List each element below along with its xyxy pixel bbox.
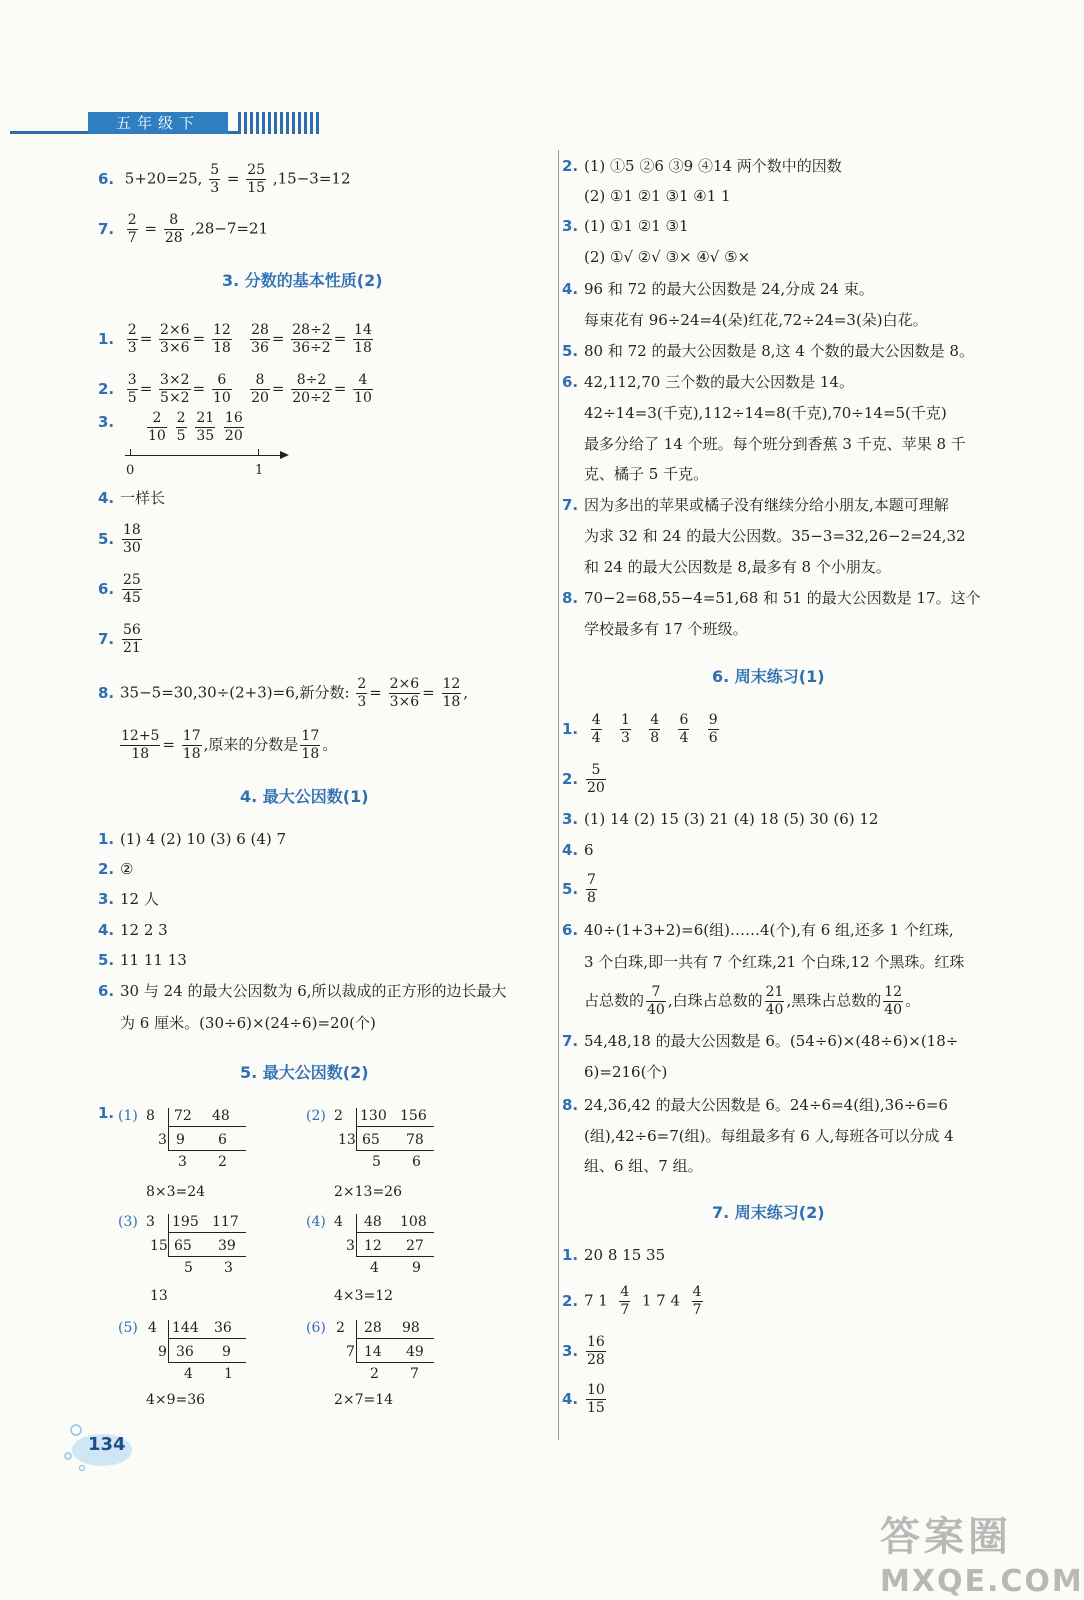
s7-q2: 2. 7 1 $\frac{4}{7}$ 1 7 4 $\frac{4}{7}$ xyxy=(562,1284,702,1318)
s3-q2: 2. $\frac{3}{5}$ = $\frac{3\times 2}{5\times 2}$ = $\frac{6}{10}$ $\frac{8}{20}$ = $\frac{8\div 2}{20\div 2}$ = $\frac{4}{10}$ xyxy=(98,372,372,406)
s3-q3-label: 3. xyxy=(98,413,115,431)
column-divider xyxy=(558,150,559,1440)
s6-q7-line1: 7. 54,48,18 的最大公因数是 6。(54÷6)×(48÷6)×(18÷ xyxy=(562,1032,959,1050)
s4-q6-line2: 为 6 厘米。(30÷6)×(24÷6)=20(个) xyxy=(120,1014,376,1032)
s5-q1-number: 1. xyxy=(98,1104,115,1122)
page-number-badge xyxy=(62,1420,132,1472)
s3-q5: 5. $\frac{18}{30}$ xyxy=(98,522,141,556)
watermark-url: MXQE.COM xyxy=(880,1564,1084,1599)
short-division-2: (2) 2 13 130 156 65 78 5 6 2×13=26 xyxy=(306,1106,446,1216)
grade-label: 五年级下 xyxy=(88,112,228,134)
tick xyxy=(258,449,259,455)
s6-q5: 5. $\frac{7}{8}$ xyxy=(562,872,596,906)
r-q7-line2: 为求 32 和 24 的最大公因数。35−3=32,26−2=24,32 xyxy=(584,527,966,545)
tick-label-0: 0 xyxy=(126,463,135,478)
s4-q4: 4. 12 2 3 xyxy=(98,921,168,939)
number-line-arrow xyxy=(280,451,289,459)
r-q3-line2: (2) ①√ ②√ ③× ④√ ⑤× xyxy=(584,248,751,266)
s6-q8-line1: 8. 24,36,42 的最大公因数是 6。24÷6=4(组),36÷6=6 xyxy=(562,1096,948,1114)
r-q8-line1: 8. 70−2=68,55−4=51,68 和 51 的最大公因数是 17。这个 xyxy=(562,589,981,607)
s4-q1: 1. (1) 4 (2) 10 (3) 6 (4) 7 xyxy=(98,830,287,848)
s7-q3: 3. $\frac{16}{28}$ xyxy=(562,1334,605,1368)
short-division-3: (3) 3 15 195 117 65 39 5 3 13 xyxy=(118,1212,258,1322)
barcode-decoration xyxy=(238,112,322,134)
r-q8-line2: 学校最多有 17 个班级。 xyxy=(584,620,748,638)
r-q5: 5. 80 和 72 的最大公因数是 8,这 4 个数的最大公因数是 8。 xyxy=(562,342,974,360)
s6-q6-line1: 6. 40÷(1+3+2)=6(组)……4(个),有 6 组,还多 1 个红珠, xyxy=(562,921,954,939)
left-q7: 7. $\frac{2}{7}$ = $\frac{8}{28}$ ,28−7=21 xyxy=(98,212,269,246)
s3-q8-line1: 8. 35−5=30,30÷(2+3)=6,新分数: $\frac{2}{3}$ = $\frac{2\times 6}{3\times 6}$ = $\frac{12}{18}$ , xyxy=(98,676,469,710)
s6-q6-line2: 3 个白珠,即一共有 7 个红珠,21 个白珠,12 个黑珠。红珠 xyxy=(584,953,965,971)
s6-q6-line3: 占总数的 $\frac{7}{40}$ ,白珠占总数的 $\frac{21}{40}$ ,黑珠占总数的 $\frac{12}{40}$ 。 xyxy=(584,984,921,1018)
fraction: $\frac{8}{28}$ xyxy=(164,212,183,246)
tick-label-1: 1 xyxy=(255,463,264,478)
r-q6-line2: 42÷14=3(千克),112÷14=8(千克),70÷14=5(千克) xyxy=(584,404,947,422)
watermark xyxy=(880,1505,1084,1599)
short-division-4: (4) 4 3 48 108 12 27 4 9 4×3=12 xyxy=(306,1212,446,1322)
s6-q7-line2: 6)=216(个) xyxy=(584,1063,668,1081)
number-line xyxy=(125,455,285,456)
r-q2-line2: (2) ①1 ②1 ③1 ④1 1 xyxy=(584,187,731,205)
s7-q4: 4. $\frac{10}{15}$ xyxy=(562,1382,605,1416)
short-division-1: (1) 8 3 72 48 9 6 3 2 8×3=24 xyxy=(118,1106,258,1216)
r-q7-line1: 7. 因为多出的苹果或橘子没有继续分给小朋友,本题可理解 xyxy=(562,496,949,514)
section-title-3: 3. 分数的基本性质(2) xyxy=(222,271,383,290)
section-title-4: 4. 最大公因数(1) xyxy=(240,787,369,806)
r-q6-line4: 克、橘子 5 千克。 xyxy=(584,465,709,483)
grade-banner xyxy=(10,108,320,138)
r-q2-line1: 2. (1) ①5 ②6 ③9 ④14 两个数中的因数 xyxy=(562,157,842,175)
short-division-6: (6) 2 7 28 98 14 49 2 7 2×7=14 xyxy=(306,1318,446,1428)
s7-q1: 1. 20 8 15 35 xyxy=(562,1246,666,1264)
section-title-7: 7. 周末练习(2) xyxy=(712,1203,825,1222)
section-title-5: 5. 最大公因数(2) xyxy=(240,1063,369,1082)
left-q6: 6. 5+20=25, $\frac{5}{3}$ = $\frac{25}{15}$ ,15−3=12 xyxy=(98,162,351,196)
s3-q6: 6. $\frac{25}{45}$ xyxy=(98,572,141,606)
s6-q8-line2: (组),42÷6=7(组)。每组最多有 6 人,每班各可以分成 4 xyxy=(584,1127,954,1145)
r-q3-line1: 3. (1) ①1 ②1 ③1 xyxy=(562,217,689,235)
tick xyxy=(130,449,131,455)
watermark-text: 答案圈 xyxy=(880,1514,1012,1560)
s3-q1: 1. $\frac{2}{3}$ = $\frac{2\times 6}{3\times 6}$ = $\frac{12}{18}$ $\frac{28}{36}$ = $\frac{28\div 2}{36\div 2}$ = $\frac{14}{18}$ xyxy=(98,322,372,356)
short-division-5: (5) 4 9 144 36 36 9 4 1 4×9=36 xyxy=(118,1318,258,1428)
r-q7-line3: 和 24 的最大公因数是 8,最多有 8 个小朋友。 xyxy=(584,558,891,576)
r-q6-line1: 6. 42,112,70 三个数的最大公因数是 14。 xyxy=(562,373,854,391)
section-title-6: 6. 周末练习(1) xyxy=(712,667,825,686)
s6-q4: 4. 6 xyxy=(562,841,594,859)
r-q4-line1: 4. 96 和 72 的最大公因数是 24,分成 24 束。 xyxy=(562,280,874,298)
fraction: $\frac{25}{15}$ xyxy=(247,162,266,196)
s6-q8-line3: 组、6 组、7 组。 xyxy=(584,1157,703,1175)
fraction: $\frac{2}{7}$ xyxy=(127,212,137,246)
s6-q1: 1. $\frac{4}{4}$ $\frac{1}{3}$ $\frac{4}{8}$ $\frac{6}{4}$ $\frac{9}{6}$ xyxy=(562,712,718,746)
r-q6-line3: 最多分给了 14 个班。每个班分到香蕉 3 千克、苹果 8 千 xyxy=(584,435,966,453)
s3-q7: 7. $\frac{56}{21}$ xyxy=(98,622,141,656)
fraction: $\frac{5}{3}$ xyxy=(210,162,220,196)
s3-q4: 4. 一样长 xyxy=(98,489,166,507)
s6-q3: 3. (1) 14 (2) 15 (3) 21 (4) 18 (5) 30 (6) 12 xyxy=(562,810,879,828)
s6-q2: 2. $\frac{5}{20}$ xyxy=(562,762,605,796)
r-q4-line2: 每束花有 96÷24=4(朵)红花,72÷24=3(朵)白花。 xyxy=(584,311,928,329)
s4-q6: 6. 30 与 24 的最大公因数为 6,所以裁成的正方形的边长最大 xyxy=(98,982,507,1000)
number-line-fractions: $\frac{2}{10}$ $\frac{2}{5}$ $\frac{21}{35}$ $\frac{16}{20}$ xyxy=(148,410,243,444)
page-number: 134 xyxy=(88,1434,126,1455)
s4-q2: 2. ② xyxy=(98,860,134,878)
s4-q5: 5. 11 11 13 xyxy=(98,951,187,969)
s4-q3: 3. 12 人 xyxy=(98,890,159,908)
s3-q8-line2: $\frac{12+5}{18}$ = $\frac{17}{18}$ ,原来的分数是 $\frac{17}{18}$ 。 xyxy=(121,728,338,762)
